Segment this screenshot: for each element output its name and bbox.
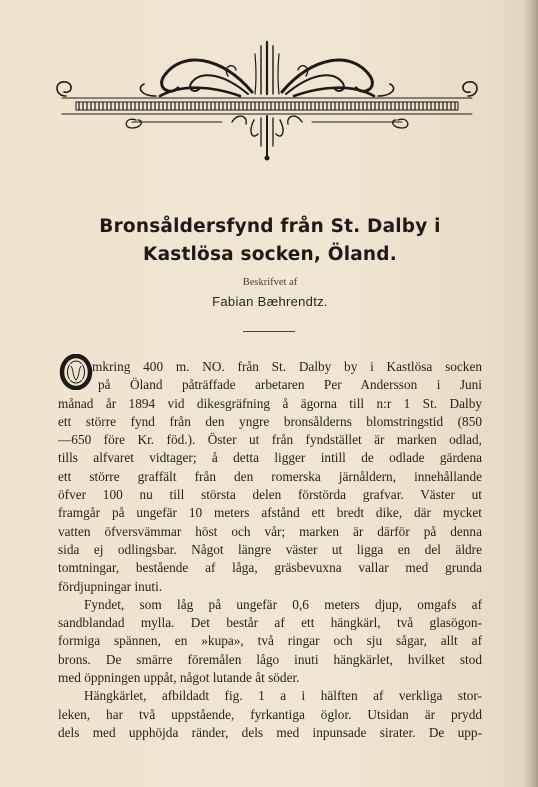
byline: Beskrifvet af xyxy=(242,277,298,288)
body-line: framgår på ungefär 10 meters afstånd ett bredt dike, där mycket xyxy=(58,505,482,521)
body-line: på Öland påträffade arbetaren Per Andersson i Juni xyxy=(98,377,482,393)
body-line: månad år 1894 vid dikesgräfning å ägorna till n:r 1 St. Dalby xyxy=(58,395,482,411)
body-line: fördjupningar inuti. xyxy=(58,578,163,594)
article-title-line-2: Kastlösa socken, Öland. xyxy=(143,244,397,265)
headpiece-ornament xyxy=(52,36,482,162)
author-name: Fabian Bæhrendtz. xyxy=(212,294,328,309)
body-line: brons. De smärre föremålen lågo inuti hängkärlet, hvilket stod xyxy=(58,651,482,667)
body-line: sida ej odlingsbar. Något längre väster ut ligga en del äldre xyxy=(58,541,482,557)
body-line: —650 före Kr. föd.). Öster ut från fyndstället är marken odlad, xyxy=(58,432,482,448)
body-line: ett större graffält från den romerska järnåldern, innehållande xyxy=(58,468,482,484)
body-line: tills alfvaret vidtager; å detta ligger intill de odlade gärdena xyxy=(58,450,482,466)
section-divider xyxy=(243,331,295,332)
article-title-line-1: Bronsåldersfynd från St. Dalby i xyxy=(99,216,441,237)
body-line: ett större fynd från den yngre bronsålderns blomstringstid (850 xyxy=(58,413,482,429)
body-line: Hängkärlet, afbildadt fig. 1 a i hälften af verkliga stor- xyxy=(84,688,482,704)
body-line: med öppningen uppåt, något lutande åt söder. xyxy=(58,670,300,686)
body-line: dels med upphöjda ränder, dels med inpunsade sirater. De upp- xyxy=(58,724,482,740)
body-line: sandblandad mylla. Det består af ett hängkärl, två glasögon- xyxy=(58,615,482,631)
body-line: leken, har två uppstående, fyrkantiga öglor. Utsidan är prydd xyxy=(58,706,482,722)
body-line: mkring 400 m. NO. från St. Dalby by i Kastlösa socken xyxy=(92,359,482,374)
body-line: vatten öfversvämmar höst och vår; marken är därför på denna xyxy=(58,523,482,539)
body-line: öfver 100 nu till största delen förstörda grafvar. Väster ut xyxy=(58,487,482,503)
article-body xyxy=(58,358,482,742)
body-line: formiga spännen, en »kupa», två ringar och sju sågar, allt af xyxy=(58,633,482,649)
body-line: Fyndet, som låg på ungefär 0,6 meters djup, omgafs af xyxy=(84,596,482,612)
body-line: tomtningar, bestående af låga, gräsbevuxna vallar med grunda xyxy=(58,560,482,576)
book-spine-shadow xyxy=(524,0,538,787)
